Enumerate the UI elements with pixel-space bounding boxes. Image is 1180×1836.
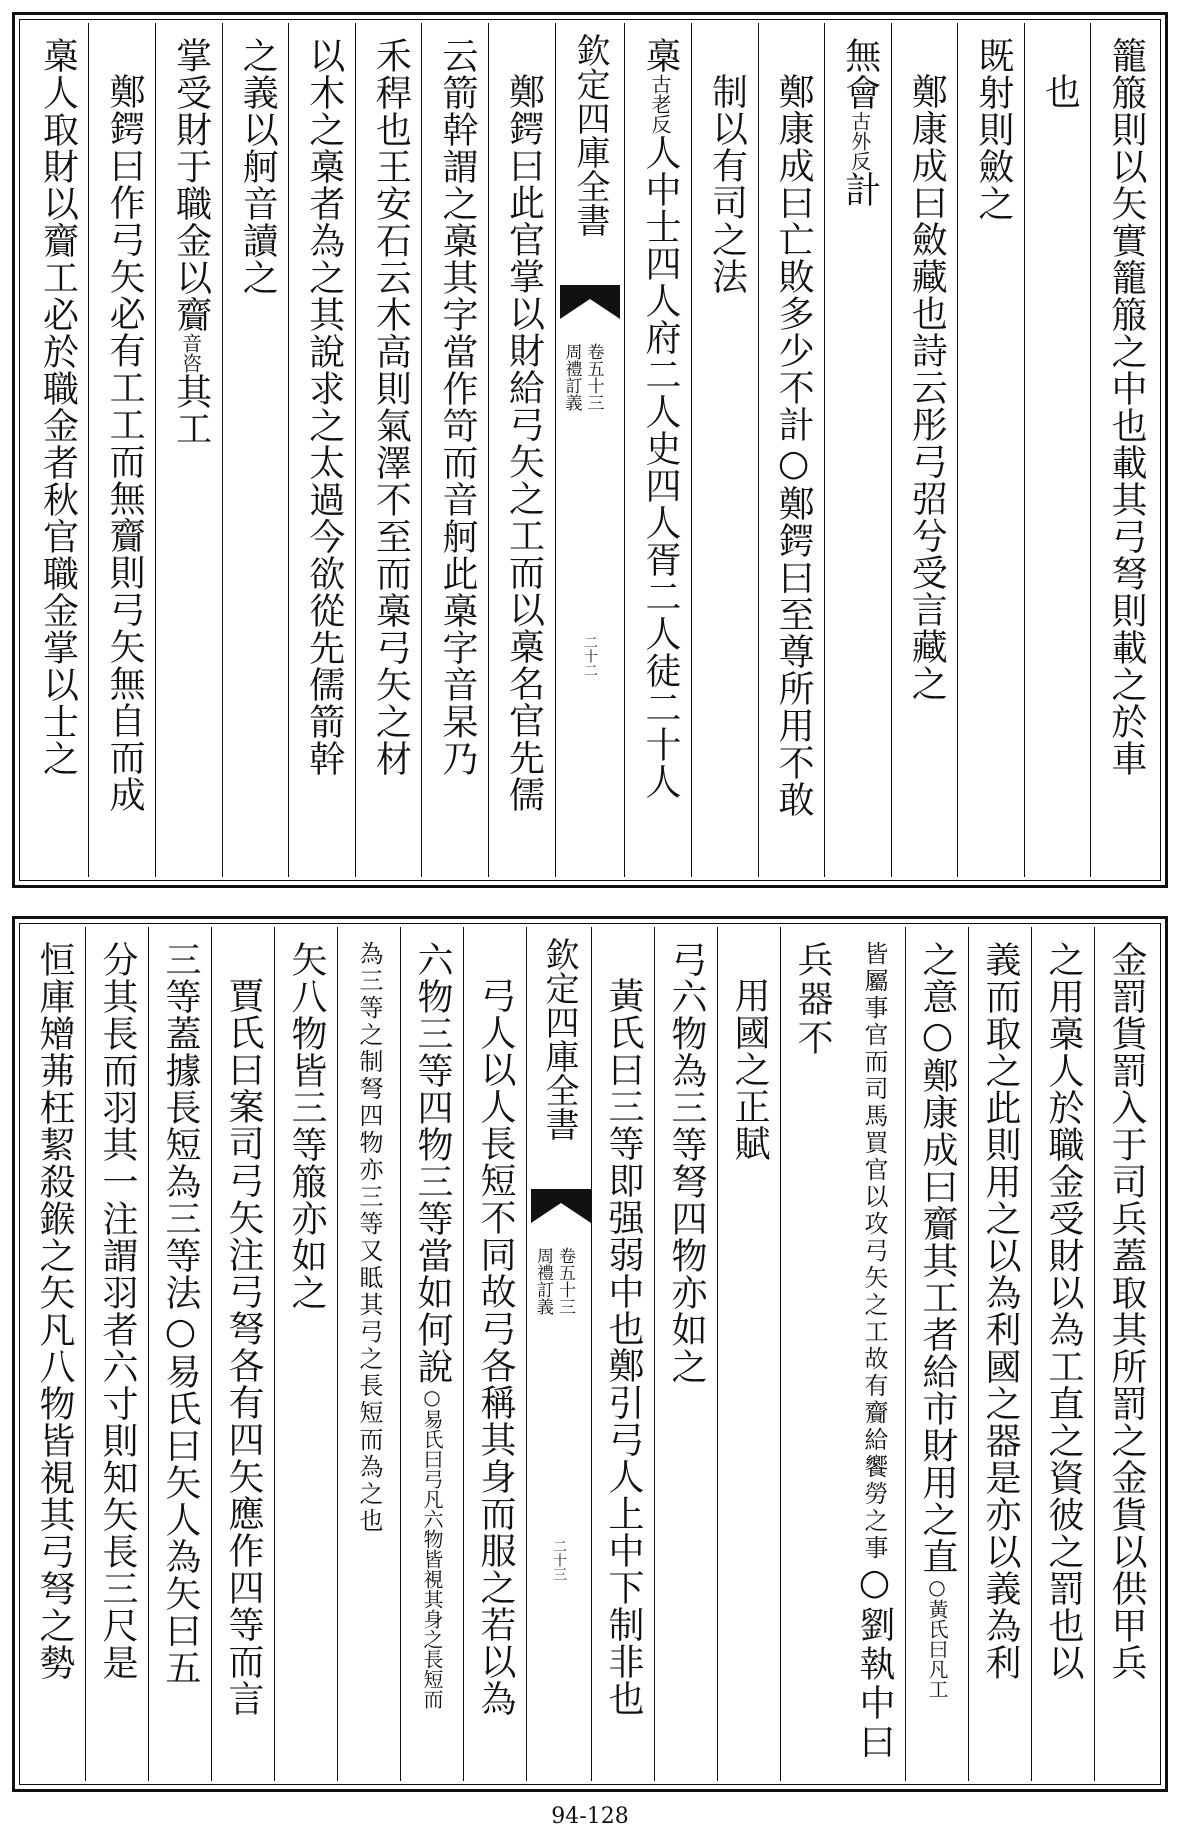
heading-text: 其工 [170, 373, 212, 447]
text-column: 弓人以人長短不同故弓各稱其身而服之若以為 [463, 927, 526, 1781]
bottom-page-columns [23, 927, 1157, 1781]
text-column: 義而取之此則用之以為利國之器是亦以義為利 [968, 927, 1031, 1781]
text-column: 金罰貨罰入于司兵蓋取其所罰之金貨以供甲兵 [1094, 927, 1157, 1781]
text-column: 用國之正賦 [717, 927, 780, 1781]
text-column: 黃氏曰三等即强弱中也鄭引弓人上中下制非也 [591, 927, 654, 1781]
top-page [12, 12, 1168, 888]
volume-info [533, 1247, 575, 1315]
text-column-with-annotation [624, 23, 691, 877]
text-column: 云箭幹謂之槀其字當作笴而音舸此槀字音杲乃 [421, 23, 488, 877]
text-column-with-annotation [400, 927, 463, 1781]
page-footer-number: 94-128 [551, 1804, 629, 1829]
bottom-page [12, 916, 1168, 1792]
heading-text: 無會 [839, 37, 881, 111]
collection-title: 欽定四庫全書 [539, 937, 579, 1141]
fish-tail-ornament [560, 285, 620, 319]
text-column-with-annotation [905, 927, 968, 1781]
text-column-with-annotation [824, 23, 891, 877]
text-column: 鄭鍔曰作弓矢必有工工而無齎則弓矢無自而成 [88, 23, 155, 877]
text-column: 也 [1024, 23, 1091, 877]
heading-text: 掌受財于職金以齎 [170, 37, 212, 333]
volume-number: 卷五十三 [555, 1247, 575, 1315]
commentary-text: ○劉執中曰兵器不 [792, 941, 895, 1762]
center-fold [526, 927, 591, 1781]
collection-title: 欽定四庫全書 [569, 33, 610, 237]
phonetic-annotation: 古外 [847, 111, 872, 151]
center-fold [555, 23, 625, 877]
text-column: 以木之槀者為之其說求之太過今欲從先儒箭幹 [288, 23, 355, 877]
book-name: 周禮訂義 [561, 343, 582, 411]
text-column: 之義以舸音讀之 [222, 23, 289, 877]
text-column: 制以有司之法 [691, 23, 758, 877]
folio-number: 二十二 [581, 635, 598, 677]
phonetic-annotation: 反 [847, 151, 872, 171]
text-column: 之用槀人於職金受財以為工直之資彼之罰也以 [1031, 927, 1094, 1781]
fish-tail-ornament [531, 1189, 591, 1223]
heading-text: 槀 [639, 37, 681, 74]
text-column: 矢八物皆三等箙亦如之 [274, 927, 337, 1781]
text-column: 分其長而羽其一注謂羽者六寸則知矢長三尺是 [85, 927, 148, 1781]
phonetic-annotation: 反 [647, 114, 672, 134]
text-column: 賈氏曰案司弓矢注弓弩各有四矢應作四等而言 [211, 927, 274, 1781]
top-page-columns [23, 23, 1157, 877]
text-column: 既射則斂之 [957, 23, 1024, 877]
folio-number: 二十三 [551, 1539, 567, 1581]
heading-text: 人中士四人府二人史四人胥二人徒二十人 [639, 134, 681, 800]
commentary-text: 之意○鄭康成曰齎其工者給市財用之直 [917, 941, 958, 1575]
phonetic-annotation: 咨 [178, 353, 203, 373]
inline-annotation-column [780, 927, 905, 1781]
phonetic-annotation: 古老 [647, 74, 672, 114]
volume-info [562, 343, 604, 411]
volume-number: 卷五十三 [583, 343, 604, 411]
book-name: 周禮訂義 [533, 1247, 553, 1315]
inline-annotation: ○易氏曰弓凡六物皆視其身之長短而 [420, 1385, 444, 1709]
inline-annotation: ○黃氏 [925, 1575, 949, 1639]
text-column: 恒庫矰茀枉絜殺鍭之矢凡八物皆視其弓弩之勢 [34, 941, 75, 1681]
text-column-with-annotation [155, 23, 222, 877]
phonetic-annotation: 音 [178, 333, 203, 353]
inline-annotation-column: 為三等之制弩四物亦三等又眡其弓之長短而為之也 [337, 927, 400, 1781]
inline-annotation: 皆屬事官而司馬買官以攻弓矢之工故有齎給饗勞之事 [860, 941, 888, 1562]
text-column: 鄭康成曰斂藏也詩云彤弓弨兮受言藏之 [891, 23, 958, 877]
text-column: 三等蓋據長短為三等法○易氏曰矢人為矢曰五 [148, 927, 211, 1781]
text-column: 弓六物為三等弩四物亦如之 [654, 927, 717, 1781]
heading-text: 計 [839, 171, 881, 208]
text-column: 籠箙則以矢實籠箙之中也載其弓弩則載之於車 [1090, 23, 1157, 877]
heading-text: 六物三等四物三等當如何說 [412, 941, 453, 1385]
text-column: 鄭鍔曰此官掌以財給弓矢之工而以槀名官先儒 [488, 23, 555, 877]
inline-annotation: 曰凡工 [925, 1639, 949, 1699]
text-column: 鄭康成曰亡敗多少不計○鄭鍔曰至尊所用不敢 [758, 23, 825, 877]
text-column: 禾稈也王安石云木高則氣澤不至而槀弓矢之材 [355, 23, 422, 877]
text-column: 槀人取財以齎工必於職金者秋官職金掌以士之 [37, 37, 79, 777]
